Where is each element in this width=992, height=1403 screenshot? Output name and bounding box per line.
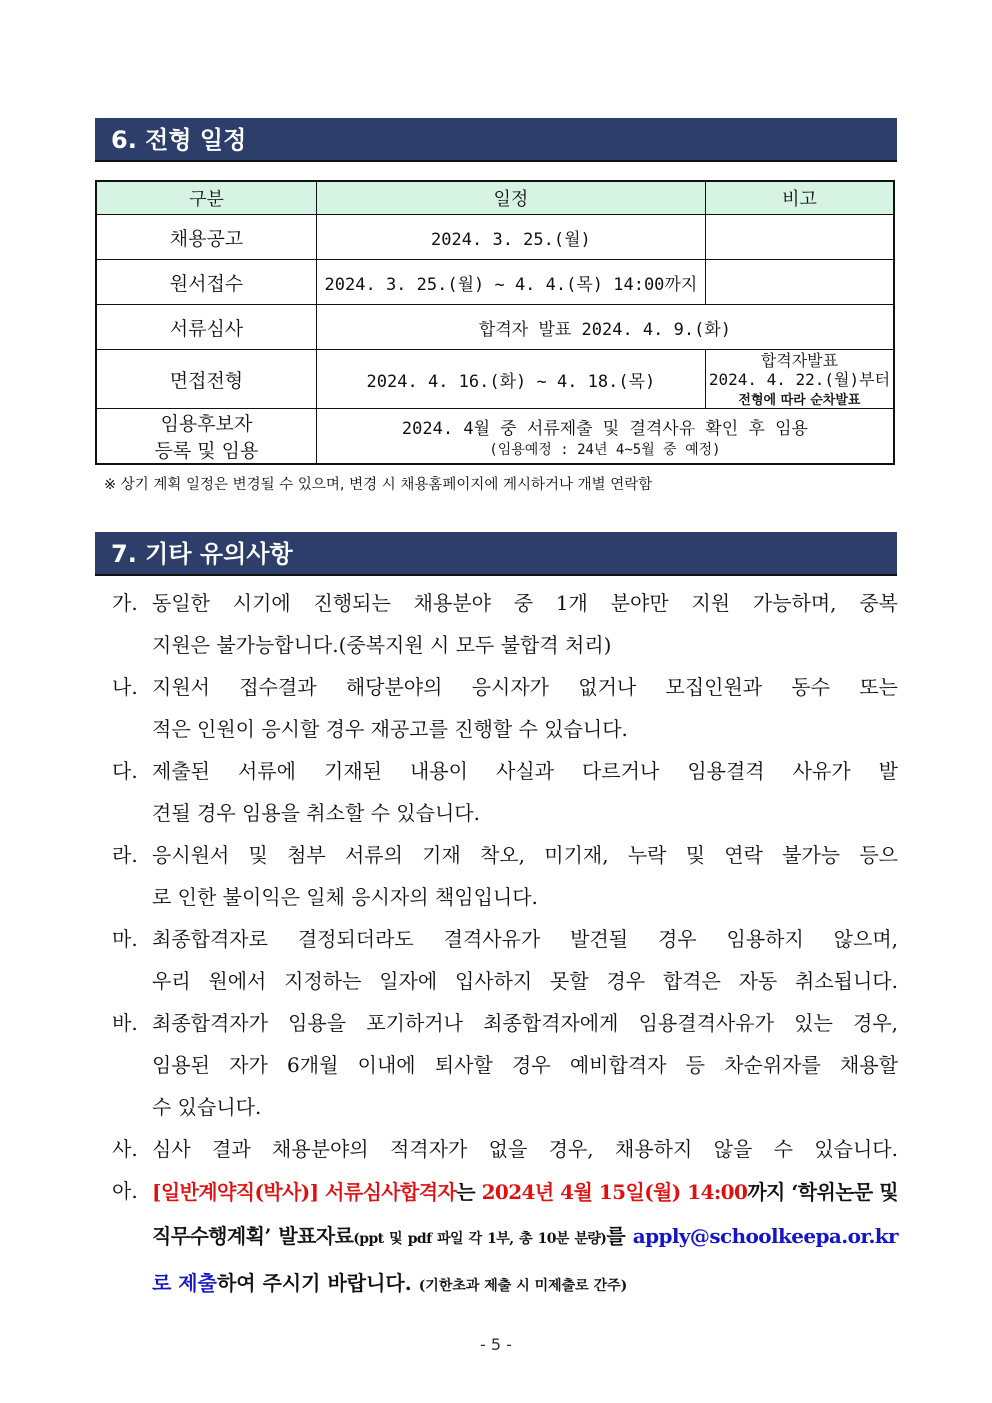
position-label: [일반계약직(박사)]	[152, 1180, 319, 1204]
row-remark	[705, 350, 894, 409]
list-item	[112, 1002, 898, 1128]
item-line	[152, 1214, 898, 1261]
header-remark: 비고	[705, 181, 894, 215]
item-marker: 다.	[112, 759, 138, 783]
row-schedule: 2024. 3. 25.(월)	[316, 215, 705, 260]
remark-line: 2024. 4. 22.(월)부터	[708, 369, 891, 389]
item-line: 응시원서 및 첨부 서류의 기재 착오, 미기재, 누락 및 연락 불가능 등으	[152, 843, 898, 867]
item-line: 우리 원에서 지정하는 일자에 입사하지 못할 경우 합격은 자동 취소됩니다.	[152, 969, 898, 993]
row-remark	[705, 260, 894, 305]
label-line: 임용후보자	[160, 413, 253, 435]
text-segment: (ppt 및 pdf 파일 각 1부, 총 10분 분량)	[353, 1231, 607, 1247]
list-item	[112, 1170, 898, 1308]
header-schedule: 일정	[316, 181, 705, 215]
list-item	[112, 834, 898, 918]
row-label: 채용공고	[96, 215, 316, 260]
item-line: 최종합격자로 결정되더라도 결격사유가 발견될 경우 임용하지 않으며,	[152, 927, 898, 951]
item-marker: 나.	[112, 675, 138, 699]
item-line: 동일한 시기에 진행되는 채용분야 중 1개 분야만 지원 가능하며, 중복	[152, 591, 898, 615]
page-number: - 5 -	[480, 1335, 512, 1354]
text-segment: 로 제출	[152, 1271, 217, 1295]
item-line: 적은 인원이 응시할 경우 재공고를 진행할 수 있습니다.	[152, 717, 628, 741]
item-line	[152, 1261, 898, 1308]
row-label	[96, 409, 316, 465]
item-line: 임용된 자가 6개월 이내에 퇴사할 경우 예비합격자 등 차순위자를 채용할	[152, 1053, 898, 1077]
header-category: 구분	[96, 181, 316, 215]
row-schedule: 2024. 4. 16.(화) ~ 4. 18.(목)	[316, 350, 705, 409]
item-marker: 사.	[112, 1137, 138, 1161]
item-line: 심사 결과 채용분야의 적격자가 없을 경우, 채용하지 않을 수 있습니다.	[152, 1137, 898, 1161]
item-line: 수 있습니다.	[152, 1095, 262, 1119]
item-marker: 가.	[112, 591, 138, 615]
applicant-label: 서류심사합격자	[325, 1180, 457, 1204]
remark-line: 합격자발표	[760, 350, 839, 370]
row-schedule	[316, 409, 894, 465]
row-remark	[705, 215, 894, 260]
list-item	[112, 582, 898, 666]
deadline-date: 2024년 4월 15일(월) 14:00	[481, 1180, 748, 1204]
table-row	[96, 260, 894, 305]
table-row	[96, 409, 894, 465]
row-label: 서류심사	[96, 305, 316, 350]
item-marker: 라.	[112, 843, 138, 867]
schedule-line: 2024. 4월 중 서류제출 및 결격사유 확인 후 임용	[401, 418, 808, 439]
text-segment: 는	[456, 1180, 475, 1204]
item-line: 지원은 불가능합니다.(중복지원 시 모두 불합격 처리)	[152, 633, 612, 657]
schedule-line: (임용예정 : 24년 4~5월 중 예정)	[489, 441, 721, 458]
text-segment: 하여 주시기 바랍니다.	[216, 1271, 412, 1295]
item-line: 견될 경우 임용을 취소할 수 있습니다.	[152, 801, 480, 825]
section-7-title: 7. 기타 유의사항	[95, 532, 897, 576]
table-row	[96, 215, 894, 260]
section-6-title: 6. 전형 일정	[95, 118, 897, 162]
row-schedule: 합격자 발표 2024. 4. 9.(화)	[316, 305, 894, 350]
table-row	[96, 305, 894, 350]
item-line: 최종합격자가 임용을 포기하거나 최종합격자에게 임용결격사유가 있는 경우,	[152, 1011, 898, 1035]
item-line: 제출된 서류에 기재된 내용이 사실과 다르거나 임용결격 사유가 발	[152, 759, 898, 783]
row-label: 원서접수	[96, 260, 316, 305]
list-item	[112, 750, 898, 834]
text-segment: 를	[606, 1224, 626, 1248]
schedule-note: ※ 상기 계획 일정은 변경될 수 있으며, 변경 시 채용홈페이지에 게시하거나 개별 연락함	[104, 477, 653, 493]
notice-list	[112, 582, 898, 1308]
text-segment: 까지 ‘학위논문 및	[747, 1180, 898, 1204]
list-item	[112, 918, 898, 1002]
text-segment: (기한초과 제출 시 미제출로 간주)	[418, 1278, 628, 1294]
label-line: 등록 및 임용	[154, 440, 259, 462]
item-marker: 마.	[112, 927, 138, 951]
list-item	[112, 1128, 898, 1170]
table-row	[96, 350, 894, 409]
item-marker: 아.	[112, 1179, 138, 1203]
list-item	[112, 666, 898, 750]
table-header-row	[96, 181, 894, 215]
row-label: 면접전형	[96, 350, 316, 409]
item-marker: 바.	[112, 1011, 138, 1035]
item-line	[152, 1170, 898, 1214]
remark-line: 전형에 따라 순차발표	[738, 392, 861, 408]
schedule-table	[95, 180, 895, 465]
text-segment: 직무수행계획’ 발표자료	[152, 1224, 354, 1248]
item-line: 지원서 접수결과 해당분야의 응시자가 없거나 모집인원과 동수 또는	[152, 675, 898, 699]
row-schedule: 2024. 3. 25.(월) ~ 4. 4.(목) 14:00까지	[316, 260, 705, 305]
item-line: 로 인한 불이익은 일체 응시자의 책임입니다.	[152, 885, 538, 909]
email-link[interactable]: apply@schoolkeepa.or.kr	[632, 1224, 898, 1248]
